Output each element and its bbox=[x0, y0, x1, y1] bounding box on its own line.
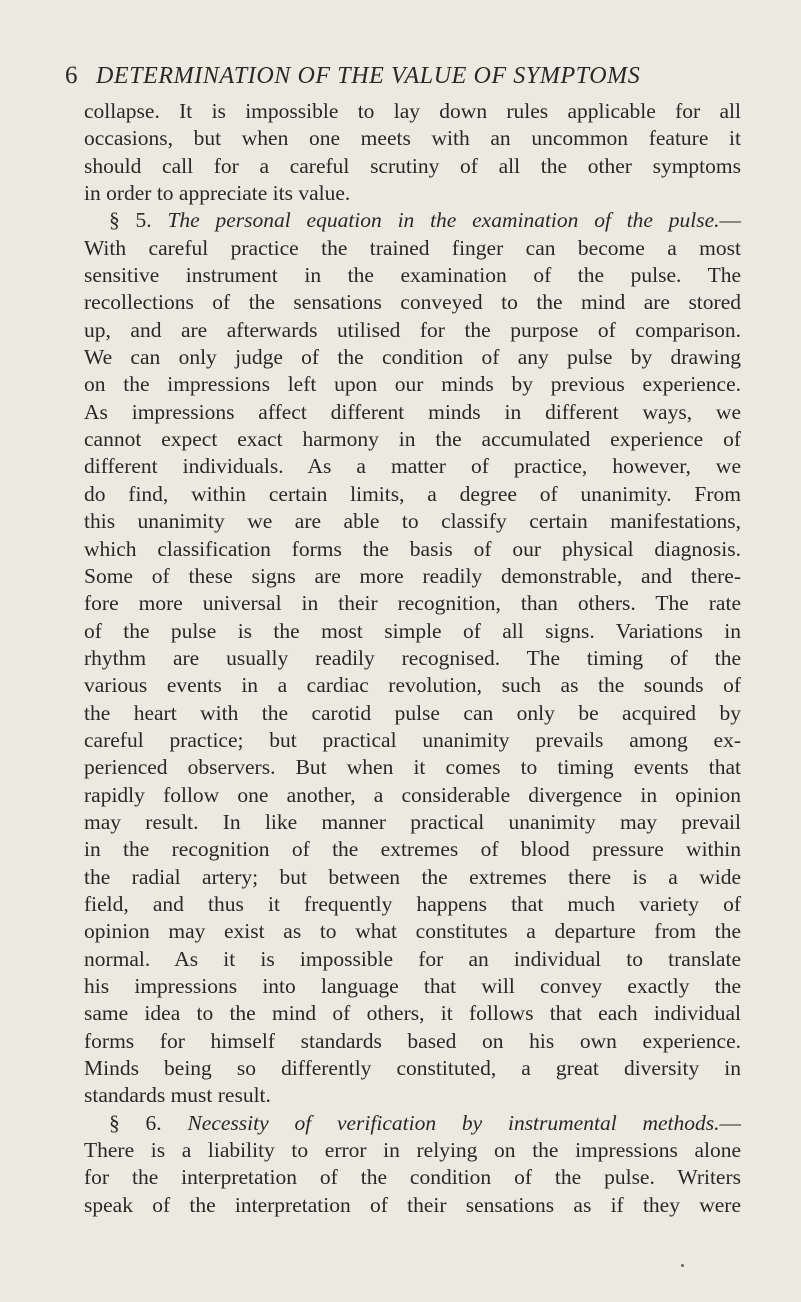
running-title: DETERMINATION OF THE VALUE OF SYMPTOMS bbox=[96, 63, 641, 89]
text-line: recollections of the sensations conveyed to the mind are stored bbox=[84, 290, 741, 315]
text-line: sensitive instrument in the examination of the pulse. The bbox=[84, 263, 741, 288]
text-line: different individuals. As a matter of practice, however, we bbox=[84, 454, 741, 479]
section-number: § 5. bbox=[109, 208, 152, 233]
running-head bbox=[0, 60, 801, 92]
text-line: his impressions into language that will convey exactly the bbox=[84, 974, 741, 998]
line-text: — bbox=[719, 1110, 741, 1135]
text-line: speak of the interpretation of their sensations as if they were bbox=[84, 1192, 741, 1217]
text-line: same idea to the mind of others, it follows that each individual bbox=[84, 1001, 741, 1026]
text-line: As impressions affect different minds in different ways, we bbox=[84, 399, 741, 424]
text-line: We can only judge of the condition of any pulse by drawing bbox=[84, 345, 741, 370]
text-line: may result. In like manner practical unanimity may prevail bbox=[84, 809, 741, 834]
text-line: Some of these signs are more readily demonstrable, and there- bbox=[84, 563, 741, 588]
text-line: standards must result. bbox=[84, 1083, 271, 1108]
text-line: the heart with the carotid pulse can only be acquired by bbox=[84, 700, 741, 725]
text-line: With careful practice the trained finger can become a most bbox=[84, 235, 741, 260]
text-line: this unanimity we are able to classify certain manifestations, bbox=[84, 509, 741, 534]
text-line: up, and are afterwards utilised for the purpose of comparison. bbox=[84, 317, 741, 342]
text-line: rhythm are usually readily recognised. The timing of the bbox=[84, 645, 741, 670]
paper-speck bbox=[681, 1264, 684, 1267]
text-line: occasions, but when one meets with an uncommon feature it bbox=[84, 126, 741, 151]
text-line: careful practice; but practical unanimity prevails among ex- bbox=[84, 727, 741, 752]
text-line: on the impressions left upon our minds by previous experience. bbox=[84, 372, 741, 397]
text-line: Minds being so differently constituted, a great diversity in bbox=[84, 1056, 741, 1081]
text-line: rapidly follow one another, a considerable divergence in opinion bbox=[84, 782, 741, 807]
text-line: forms for himself standards based on his own experience. bbox=[84, 1028, 741, 1053]
text-line: in the recognition of the extremes of blood pressure within bbox=[84, 837, 741, 862]
text-line: in order to appreciate its value. bbox=[84, 181, 351, 206]
text-line: field, and thus it frequently happens that much variety of bbox=[84, 891, 741, 916]
section-number: § 6. bbox=[109, 1110, 162, 1135]
text-line: perienced observers. But when it comes to timing events that bbox=[84, 755, 741, 780]
text-line bbox=[84, 1110, 741, 1137]
text-line: various events in a cardiac revolution, such as the sounds of bbox=[84, 673, 741, 698]
text-line: for the interpretation of the condition of the pulse. Writers bbox=[84, 1165, 741, 1190]
text-line: do find, within certain limits, a degree of unanimity. From bbox=[84, 481, 741, 506]
text-line bbox=[84, 207, 741, 234]
text-line: should call for a careful scrutiny of all the other symptoms bbox=[84, 153, 741, 178]
text-line: collapse. It is impossible to lay down rules applicable for all bbox=[84, 99, 741, 123]
line-text: — bbox=[719, 208, 742, 233]
section-title: The personal equation in the examination of the pulse. bbox=[167, 208, 720, 233]
text-line: opinion may exist as to what constitutes a departure from the bbox=[84, 919, 741, 944]
text-line: of the pulse is the most simple of all signs. Variations in bbox=[84, 618, 741, 643]
text-line: fore more universal in their recognition, than others. The rate bbox=[84, 591, 741, 616]
text-line: cannot expect exact harmony in the accumulated experience of bbox=[84, 427, 741, 452]
page-number: 6 bbox=[65, 62, 78, 89]
text-line: the radial artery; but between the extremes there is a wide bbox=[84, 864, 741, 889]
body-text bbox=[84, 98, 741, 1219]
text-line: normal. As it is impossible for an individual to translate bbox=[84, 946, 741, 971]
text-line: which classification forms the basis of our physical diagnosis. bbox=[84, 536, 741, 561]
section-title: Necessity of verification by instrumental methods. bbox=[187, 1110, 720, 1135]
text-line: There is a liability to error in relying on the impressions alone bbox=[84, 1138, 741, 1163]
